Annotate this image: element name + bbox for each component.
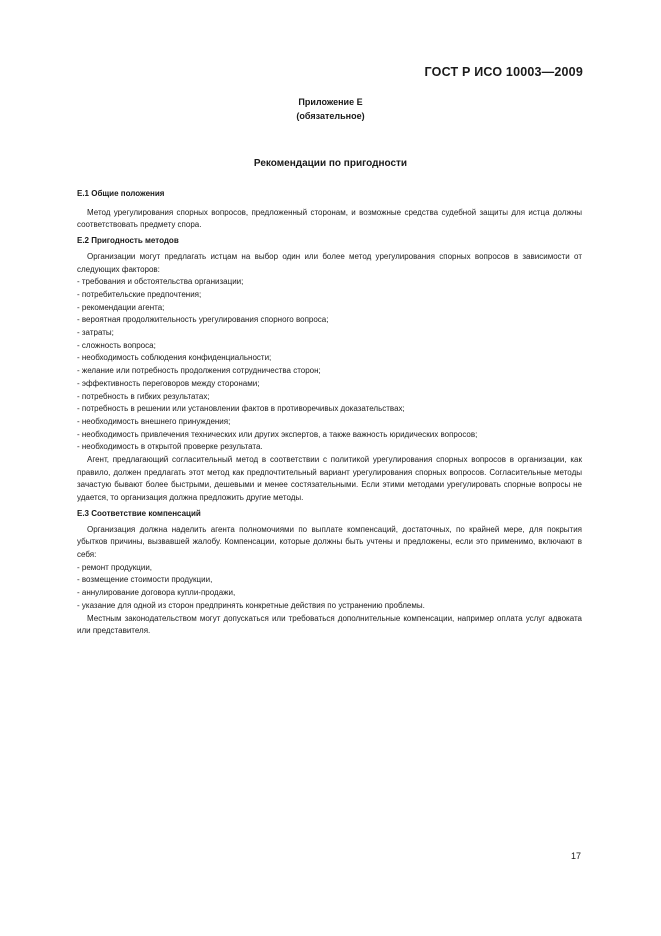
document-code: ГОСТ Р ИСО 10003—2009 — [424, 65, 583, 79]
list-item: - необходимость привлечения технических или других экспертов, а также важность юридических вопросов; — [77, 429, 582, 442]
section-e3-intro: Организация должна наделить агента полномочиями по выплате компенсаций, достаточных, по крайней мере, для покрытия убытков причины, вызвавшей жалобу. Компенсации, которые должны быть учтены и предложены, если это применимо, включают в себя: — [77, 524, 582, 559]
section-e2-intro: Организации могут предлагать истцам на выбор один или более метод урегулирования спорных вопросов в зависимости от следующих факторов: — [77, 251, 582, 274]
section-e2-list — [77, 276, 582, 454]
list-item: - затраты; — [77, 327, 582, 340]
list-item: - необходимость внешнего принуждения; — [77, 416, 582, 429]
list-item: - вероятная продолжительность урегулирования спорного вопроса; — [77, 314, 582, 327]
list-item: - указание для одной из сторон предпринять конкретные действия по устранению проблемы. — [77, 600, 582, 613]
list-item: - ремонт продукции, — [77, 562, 582, 575]
list-item: - желание или потребность продолжения сотрудничества сторон; — [77, 365, 582, 378]
section-e2-heading: Е.2 Пригодность методов — [77, 236, 179, 246]
page-number: 17 — [570, 851, 581, 861]
section-e2-closing: Агент, предлагающий согласительный метод в соответствии с политикой урегулирования спорных вопросов в организации, как правило, должен предлагать этот метод как предпочтительный вариант урегулирования спорных вопросов. Согласительные методы зачастую бывают более быстрыми, дешевыми и менее состязательными. Если этими методами урегулировать спорные вопросы не удается, то организация должна предложить другие методы. — [77, 455, 582, 503]
section-e3-heading: Е.3 Соответствие компенсаций — [77, 508, 201, 518]
list-item: - возмещение стоимости продукции, — [77, 574, 582, 587]
list-item: - необходимость соблюдения конфиденциальности; — [77, 352, 582, 365]
list-item: - необходимость в открытой проверке результата. — [77, 441, 582, 454]
section-e3-list — [77, 562, 582, 613]
list-item: - рекомендации агента; — [77, 302, 582, 315]
document-body — [77, 188, 582, 638]
list-item: - потребность в гибких результатах; — [77, 391, 582, 404]
appendix-heading — [0, 95, 661, 123]
appendix-title: Приложение Е — [298, 97, 363, 107]
list-item: - потребительские предпочтения; — [77, 289, 582, 302]
list-item: - потребность в решении или установлении фактов в противоречивых доказательствах; — [77, 403, 582, 416]
document-title: Рекомендации по пригодности — [253, 158, 408, 169]
section-e3-closing: Местным законодательством могут допускаться или требоваться дополнительные компенсации, например оплата услуг адвоката или представителя. — [77, 613, 582, 636]
list-item: - требования и обстоятельства организации; — [77, 276, 582, 289]
list-item: - аннулирование договора купли-продажи, — [77, 587, 582, 600]
list-item: - эффективность переговоров между сторонами; — [77, 378, 582, 391]
section-e1-heading: Е.1 Общие положения — [77, 189, 165, 198]
list-item: - сложность вопроса; — [77, 340, 582, 353]
appendix-note: (обязательное) — [296, 111, 365, 121]
section-e1-paragraph: Метод урегулирования спорных вопросов, предложенный сторонам, и возможные средства судебной защиты для истца должны соответствовать предмету спора. — [77, 207, 582, 230]
